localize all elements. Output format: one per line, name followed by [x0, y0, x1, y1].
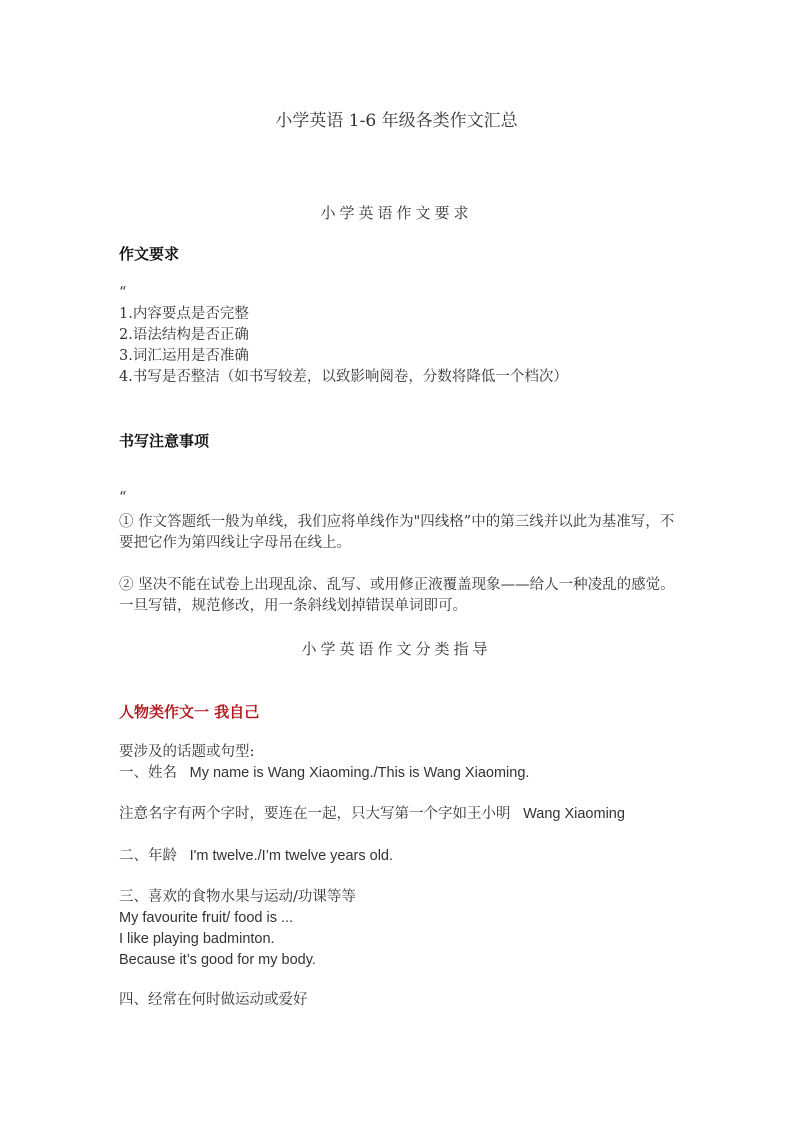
requirement-item: 1.内容要点是否完整 [119, 306, 249, 322]
heading-writing-notes: 书写注意事项 [119, 432, 210, 450]
heading-requirements: 作文要求 [119, 245, 180, 263]
quote-mark: “ [119, 285, 127, 301]
quote-mark: “ [119, 490, 127, 506]
name-example: My name is Wang Xiaoming./This is Wang Xiaoming. [189, 765, 530, 781]
favorites-label: 三、喜欢的食物水果与运动/功课等等 [119, 889, 356, 905]
name-note-row [119, 804, 625, 824]
favorites-line: I like playing badminton. [119, 931, 275, 947]
age-example: I'm twelve./I’m twelve years old. [189, 848, 394, 864]
document-title: 小学英语 1-6 年级各类作文汇总 [275, 111, 518, 131]
favorites-line: My favourite fruit/ food is ... [119, 910, 294, 926]
writing-note-1: ① 作文答题纸一般为单线，我们应将单线作为"四线格”中的第三线并以此为基准写，不要把它作为第四线让字母吊在线上。 [119, 514, 675, 551]
name-note: 注意名字有两个字时，要连在一起，只大写第一个字如王小明 [119, 806, 511, 822]
name-note-example: Wang Xiaoming [523, 806, 625, 822]
hobby-label: 四、经常在何时做运动或爱好 [119, 992, 308, 1008]
favorites-line: Because it’s good for my body. [119, 952, 316, 968]
name-row [119, 763, 529, 783]
requirement-item: 3.词汇运用是否准确 [119, 348, 249, 364]
name-label: 一、姓名 [119, 765, 177, 781]
writing-note-2: ② 坚决不能在试卷上出现乱涂、乱写、或用修正液覆盖现象——给人一种凌乱的感觉。一旦写错，规范修改，用一条斜线划掉错误单词即可。 [119, 577, 675, 614]
section-title-guidance: 小学英语作文分类指导 [301, 640, 492, 658]
heading-myself: 人物类作文一 我自己 [119, 703, 260, 721]
age-row [119, 846, 393, 866]
topics-intro: 要涉及的话题或句型: [119, 744, 255, 760]
age-label: 二、年龄 [119, 848, 177, 864]
requirement-item: 4.书写是否整洁（如书写较差，以致影响阅卷，分数将降低一个档次） [119, 369, 568, 385]
section-title-requirements: 小学英语作文要求 [320, 204, 473, 222]
requirement-item: 2.语法结构是否正确 [119, 327, 249, 343]
